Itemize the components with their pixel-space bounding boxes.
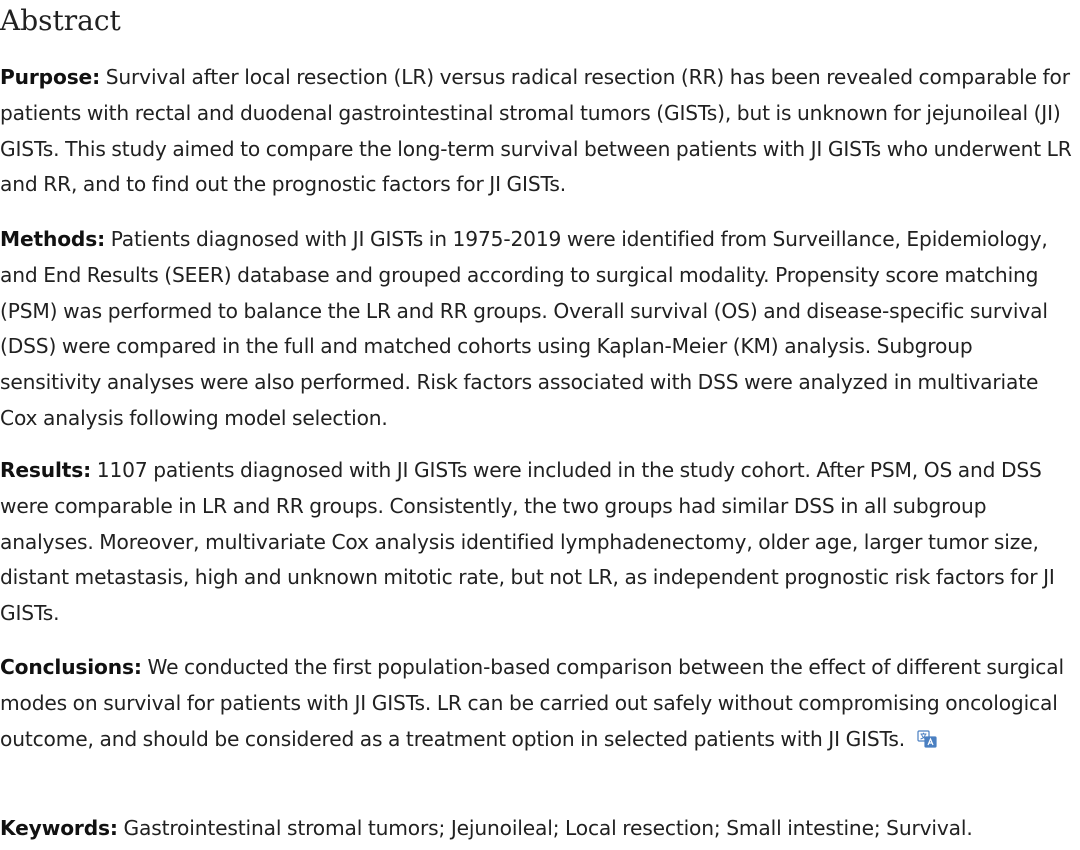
- results-section: [0, 453, 1075, 632]
- purpose-section: [0, 60, 1075, 203]
- keywords-section: [0, 811, 1075, 847]
- methods-text: Patients diagnosed with JI GISTs in 1975-2019 were identified from Surveillance, Epidemiology, and End Results (SEER) database and grouped according to surgical modality. Propensity score matching (PSM) was performed to balance the LR and RR groups. Overall survival (OS) and disease-specific survival (DSS) were compared in the full and matched cohorts using Kaplan-Meier (KM) analysis. Subgroup sensitivity analyses were also performed. Risk factors associated with DSS were analyzed in multivariate Cox analysis following model selection.: [0, 227, 1048, 430]
- results-text: 1107 patients diagnosed with JI GISTs were included in the study cohort. After PSM, OS and DSS were comparable in LR and RR groups. Consistently, the two groups had similar DSS in all subgroup analyses. Moreover, multivariate Cox analysis identified lymphadenectomy, older age, larger tumor size, distant metastasis, high and unknown mitotic rate, but not LR, as independent prognostic risk factors for JI GISTs.: [0, 458, 1055, 625]
- keywords-label: Keywords:: [0, 816, 118, 840]
- keywords-text: Gastrointestinal stromal tumors; Jejunoileal; Local resection; Small intestine; Survival.: [123, 816, 973, 840]
- methods-label: Methods:: [0, 227, 106, 251]
- conclusions-section: [0, 650, 1075, 757]
- results-label: Results:: [0, 458, 92, 482]
- conclusions-label: Conclusions:: [0, 655, 142, 679]
- translate-icon[interactable]: [917, 724, 937, 742]
- purpose-label: Purpose:: [0, 65, 101, 89]
- purpose-text: Survival after local resection (LR) versus radical resection (RR) has been revealed comparable for patients with rectal and duodenal gastrointestinal stromal tumors (GISTs), but is unknown for jejunoileal (JI) GISTs. This study aimed to compare the long-term survival between patients with JI GISTs who underwent LR and RR, and to find out the prognostic factors for JI GISTs.: [0, 65, 1072, 197]
- abstract-heading: Abstract: [0, 4, 121, 37]
- conclusions-text: We conducted the first population-based comparison between the effect of different surgical modes on survival for patients with JI GISTs. LR can be carried out safely without compromising oncological outcome, and should be considered as a treatment option in selected patients with JI GISTs.: [0, 655, 1064, 751]
- methods-section: [0, 222, 1075, 437]
